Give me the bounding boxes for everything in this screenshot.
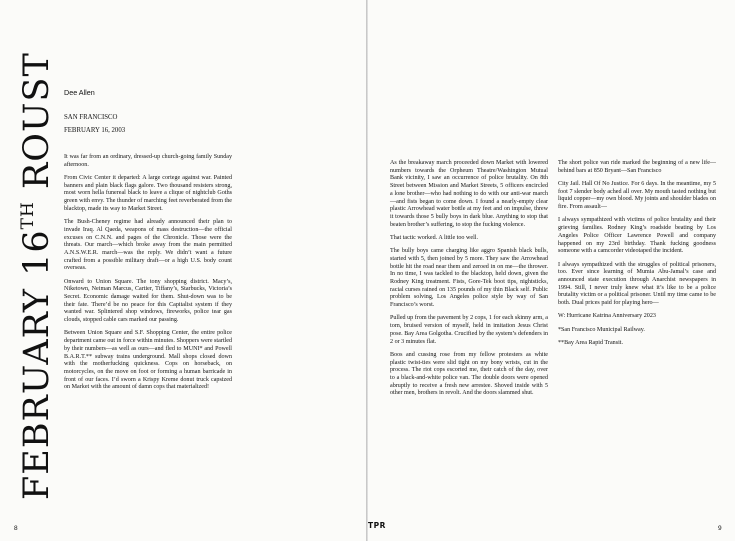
paragraph: That tactic worked. A little too well. (390, 234, 478, 241)
title-superscript: TH (18, 201, 38, 230)
page-number-left: 8 (14, 525, 18, 532)
footnote: *San Francisco Municipal Railway. (558, 326, 645, 333)
signature-line: W: Hurricane Katrina Anniversary 2023 (558, 313, 656, 320)
paragraph: I always sympathized with the struggles of political prisoners, too. Ever since learning of Mumia Abu-Jamal’s case and announced state execution through Anarchist newspapers in 1994. Still, I never truly knew what it’s like to be a police brutality victim or a political prisoner. Until my time came to be both. Dual prices paid for playing hero— (558, 261, 716, 307)
paragraph: Between Union Square and S.F. Shopping Center, the entire police department came out in force within minutes. Shoppers were startled by their numbers—as well as ours—and fled to MUNI* and Powell B.A.R.T.** subway trains underground. Mall shops closed down with the motherfucking quickness. Cops on horseback, on motorcycles, on the move on foot or forming a human barricade in front of our faces. I’d sworn a Krispy Kreme donut truck capsized on Market with the amount of damn cops that materialized! (64, 330, 232, 391)
paragraph: Pulled up from the pavement by 2 cops, 1 for each skinny arm, a torn, bruised version of myself, held in imitation Jesus Christ pose. Bay Area Golgotha. Crucified by the system’s defenders in 2 or 3 minutes flat. (390, 315, 548, 345)
paragraph: Boos and cussing rose from my fellow protesters as white plastic twist-ties were slid tight on my bony wrists, cut in the process. The riot cops escorted me, their catch of the day, over to a black-and-white police van. The double doors were opened abruptly to receive a fresh new arrestee. Shoved inside with 5 other men, brothers in revolt. And the doors slammed shut. (390, 351, 548, 397)
title-end: ROUST (17, 52, 57, 202)
date: FEBRUARY 16, 2003 (64, 127, 126, 134)
left-text-column (64, 154, 232, 398)
paragraph: Onward to Union Square. The tony shopping district. Macy’s, Niketown, Neiman Marcus, Cartier, Tiffany’s, Starbucks, Victoria’s Secret. Economic damage waited for them. Shut-down was to be their fate. There’d be no peace for this Capitalist system if they wanted war. Splintered shop windows, fireworks, police tear gas clouds, stopped cable cars marked our passing. (64, 278, 232, 324)
paragraph: As the breakaway march proceeded down Market with lowered numbers towards the Orpheum Theatre/Washington Mutual Bank vicinity, I saw an occurrence of police brutality. On 8th Street between Mission and Market Streets, 5 officers encircled a lone brother—who had nothing to do with our anti-war march—and fists began to come down. I found a nearly-empty clear plastic Arrowhead water bottle at my feet and on impulse, threw it towards those 5 bully boys in dark blue. Anything to stop that beaten brother’s suffering, to stop the fucking violence. (390, 160, 548, 228)
paragraph: The Bush-Cheney regime had already announced their plan to invade Iraq. Al Qaeda, weapons of mass destruction—the official excuses on C.N.N. and pages of the Chronicle. Those were the threats. Our march—which broke away from the main permitted A.N.S.W.E.R. march—was the reply. We didn’t want a future crafted from a possible military draft—or a high U.S. body count overseas. (64, 219, 232, 272)
paragraph: The bully boys came charging like aggro Spanish black bulls, started with 5, then joined by 5 more. They saw the Arrowhead bottle hit the road near them and zeroed in on me—the thrower. In no time, I was tackled to the blacktop, held down, given the Rodney King treatment. Fists, Gore-Tek boot tips, nightsticks, racial curses rained on 135 pounds of my thin Black self. Public problem solving, Los Angeles police style by way of San Francisco’s worst. (390, 248, 548, 309)
title-main: FEBRUARY 16 (17, 229, 57, 500)
right-page (368, 0, 735, 541)
page-number-right: 9 (718, 525, 722, 532)
footnote: **Bay Area Rapid Transit. (558, 339, 623, 346)
publication-logo: TPR (368, 521, 386, 530)
paragraph: City Jail. Hall Of No Justice. For 6 days. In the meantime, my 5 foot 7 slender body ached all over. My mouth tasted nothing but liquid copper—my own blood. My joints and shoulder blades on fire. From assault— (558, 181, 716, 211)
author-name: Dee Allen (64, 88, 95, 97)
left-page (0, 0, 366, 541)
vertical-title (6, 52, 57, 500)
title-text (6, 52, 57, 500)
dateline (64, 113, 125, 136)
location: SAN FRANCISCO (64, 114, 118, 121)
paragraph: I always sympathized with victims of police brutality and their grieving families. Rodney King’s roadside beating by Los Angeles Police Officer Lawrence Powell and company happened on my 23rd birthday. Thank fucking goodness someone with a camcorder videotaped the incident. (558, 217, 716, 255)
right-text-column-2 (558, 160, 716, 353)
paragraph: From Civic Center it departed: A large cortege against war. Painted banners and plain black flags galore. Two thousand resisters strong, most worn hella funereal black to leave a clique of nightclub Goths green with envy. The thunder of marching feet reverberated from the blacktop, made its way to Market Street. (64, 175, 232, 212)
right-text-column-1 (390, 160, 548, 404)
paragraph: The short police van ride marked the beginning of a new life—behind bars at 850 Bryant—San Francisco (558, 160, 716, 174)
paragraph: It was far from an ordinary, dressed-up church-going family Sunday afternoon. (64, 154, 232, 168)
